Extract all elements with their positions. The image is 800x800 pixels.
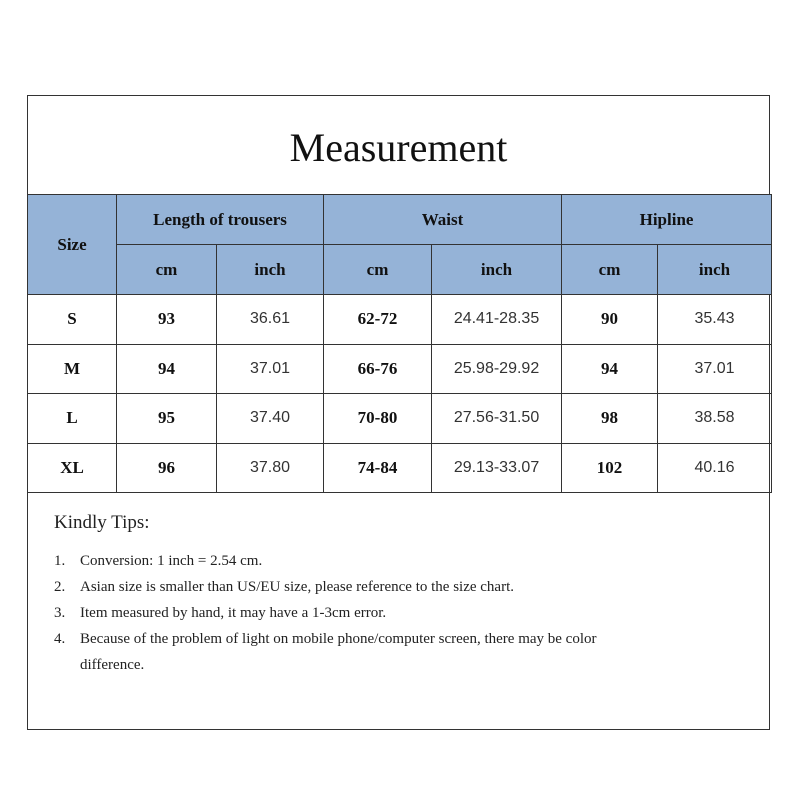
- header-waist: Waist: [324, 195, 562, 245]
- inch-cell: 37.01: [658, 344, 772, 394]
- cm-cell: 102: [562, 443, 658, 493]
- cm-cell: 93: [117, 295, 217, 345]
- header-length: Length of trousers: [117, 195, 324, 245]
- size-table: [27, 194, 772, 493]
- tip-number: 3.: [54, 605, 66, 621]
- unit-header: inch: [658, 245, 772, 295]
- tip-item: [54, 548, 640, 574]
- kindly-tips: [54, 512, 640, 678]
- inch-cell: 37.40: [217, 394, 324, 444]
- cm-cell: 94: [117, 344, 217, 394]
- tip-number: 4.: [54, 631, 66, 647]
- cm-cell: 66-76: [324, 344, 432, 394]
- table-row: [28, 295, 772, 345]
- tip-text: Item measured by hand, it may have a 1-3cm error.: [80, 605, 387, 621]
- inch-cell: 29.13-33.07: [432, 443, 562, 493]
- tips-title: Kindly Tips:: [54, 512, 150, 533]
- header-size: Size: [28, 195, 117, 295]
- inch-cell: 25.98-29.92: [432, 344, 562, 394]
- tip-item: [54, 626, 640, 678]
- unit-header: cm: [562, 245, 658, 295]
- page-title: Measurement: [28, 96, 769, 195]
- tip-text: Asian size is smaller than US/EU size, please reference to the size chart.: [80, 579, 514, 595]
- unit-header: cm: [117, 245, 217, 295]
- size-cell: L: [28, 394, 117, 444]
- cm-cell: 95: [117, 394, 217, 444]
- inch-cell: 36.61: [217, 295, 324, 345]
- cm-cell: 70-80: [324, 394, 432, 444]
- unit-header: inch: [217, 245, 324, 295]
- inch-cell: 35.43: [658, 295, 772, 345]
- table-row: [28, 443, 772, 493]
- tip-text: Because of the problem of light on mobile phone/computer screen, there may be color difference.: [80, 631, 597, 673]
- inch-cell: 38.58: [658, 394, 772, 444]
- tip-text: Conversion: 1 inch = 2.54 cm.: [80, 553, 263, 569]
- tip-number: 1.: [54, 553, 66, 569]
- table-row: [28, 394, 772, 444]
- cm-cell: 90: [562, 295, 658, 345]
- tip-number: 2.: [54, 579, 66, 595]
- inch-cell: 27.56-31.50: [432, 394, 562, 444]
- table-row: [28, 344, 772, 394]
- cm-cell: 62-72: [324, 295, 432, 345]
- size-cell: XL: [28, 443, 117, 493]
- tip-item: [54, 574, 640, 600]
- unit-header: cm: [324, 245, 432, 295]
- cm-cell: 98: [562, 394, 658, 444]
- inch-cell: 40.16: [658, 443, 772, 493]
- tip-item: [54, 600, 640, 626]
- inch-cell: 37.01: [217, 344, 324, 394]
- unit-header: inch: [432, 245, 562, 295]
- cm-cell: 96: [117, 443, 217, 493]
- inch-cell: 24.41-28.35: [432, 295, 562, 345]
- size-cell: M: [28, 344, 117, 394]
- inch-cell: 37.80: [217, 443, 324, 493]
- cm-cell: 74-84: [324, 443, 432, 493]
- header-hipline: Hipline: [562, 195, 772, 245]
- cm-cell: 94: [562, 344, 658, 394]
- size-cell: S: [28, 295, 117, 345]
